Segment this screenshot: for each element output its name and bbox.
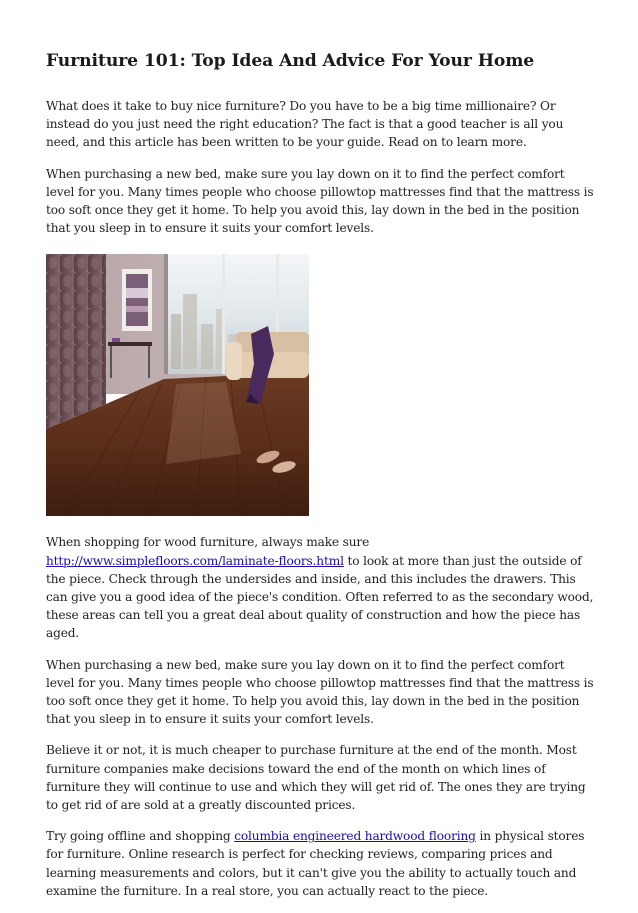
hardwood-flooring-link[interactable]: columbia engineered hardwood flooring	[234, 829, 476, 844]
document-page	[46, 50, 594, 913]
document-title: Furniture 101: Top Idea And Advice For Your Home	[46, 51, 535, 71]
paragraph-wood-furniture	[46, 533, 594, 642]
simplefloors-link[interactable]: http://www.simplefloors.com/laminate-floors.html	[46, 553, 344, 568]
paragraph-wood-furniture-text-after: to look at more than just the outside of the piece. Check through the undersides and inside, and this includes the drawers. This can give you a good idea of the piece's condition. Often referred to as the secondary wood, these areas can tell you a great deal about quality of construction and how the piece has aged.	[46, 553, 594, 641]
living-room-photo	[46, 254, 309, 516]
paragraph-end-of-month: Believe it or not, it is much cheaper to purchase furniture at the end of the month. Most furniture companies make decisions toward the end of the month on which lines of furniture they will continue to use and which they will get rid of. The ones they are trying to get rid of are sold at a greatly discounted prices.	[46, 743, 586, 813]
paragraph-bed-advice: When purchasing a new bed, make sure you lay down on it to find the perfect comfort level for you. Many times people who choose pillowtop mattresses find that the mattress is too soft once they get it home. To help you avoid this, lay down in the bed in the position that you sleep in to ensure it suits your comfort levels.	[46, 166, 594, 236]
paragraph-offline-shopping-text-before: Try going offline and shopping	[46, 829, 235, 844]
paragraph-bed-advice-repeat: When purchasing a new bed, make sure you lay down on it to find the perfect comfort level for you. Many times people who choose pillowtop mattresses find that the mattress is too soft once they get it home. To help you avoid this, lay down in the bed in the position that you sleep in to ensure it suits your comfort levels.	[46, 657, 594, 727]
paragraph-offline-shopping	[46, 827, 594, 900]
paragraph-intro: What does it take to buy nice furniture? Do you have to be a big time millionaire? Or instead do you just need the right education? The fact is that a good teacher is all you need, and this article has been written to be your guide. Read on to learn more.	[46, 99, 564, 150]
paragraph-wood-furniture-text-before: When shopping for wood furniture, always make sure	[46, 535, 370, 550]
paragraph-offline-shopping-text-after: in physical stores for furniture. Online research is perfect for checking reviews, comparing prices and learning measurements and colors, but it can't give you the ability to actually touch and examine the furniture. In a real store, you can actually react to the piece.	[46, 829, 585, 898]
